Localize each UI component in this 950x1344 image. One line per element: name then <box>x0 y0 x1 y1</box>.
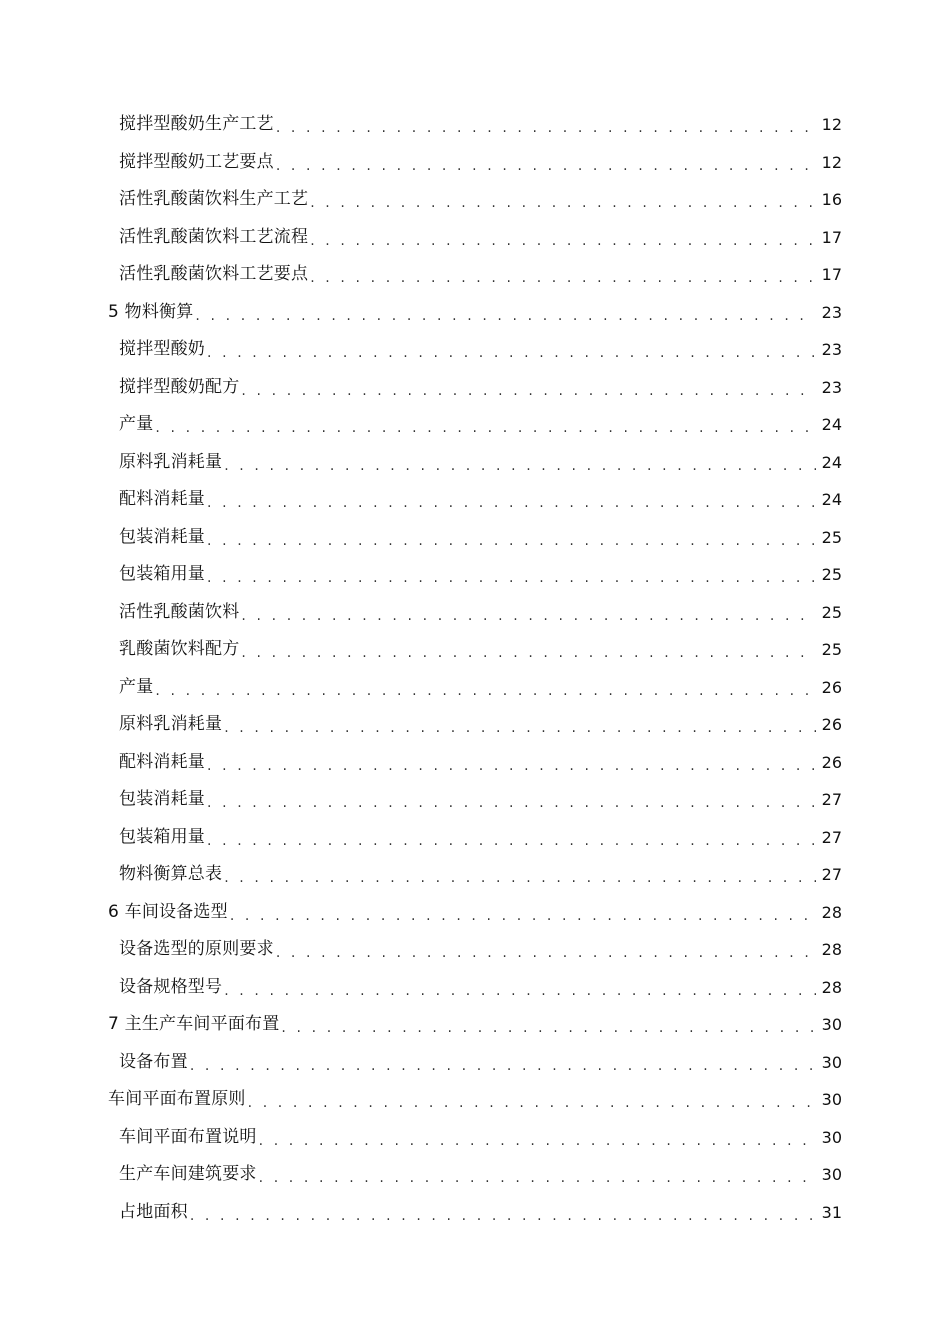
toc-entry-title: 包装箱用量 <box>119 564 205 584</box>
toc-entry-page-number: 30 <box>821 1052 842 1072</box>
toc-dot-leader <box>195 298 816 336</box>
toc-entry-page-number: 28 <box>821 902 842 922</box>
toc-entry-page-number: 28 <box>821 940 842 959</box>
toc-entry-page-number: 25 <box>821 640 842 659</box>
toc-entry[interactable] <box>108 519 842 557</box>
toc-entry-title: 乳酸菌饮料配方 <box>119 639 240 659</box>
toc-dot-leader <box>207 335 816 373</box>
toc-entry-title: 物料衡算总表 <box>119 864 223 884</box>
toc-entry-title: 原料乳消耗量 <box>119 451 223 472</box>
toc-entry-title: 占地面积 <box>119 1201 188 1222</box>
toc-entry-title: 搅拌型酸奶生产工艺 <box>119 114 274 134</box>
toc-entry[interactable] <box>108 744 842 782</box>
toc-entry-page-number: 23 <box>821 302 842 322</box>
toc-entry[interactable] <box>108 631 842 669</box>
toc-entry[interactable] <box>108 106 842 144</box>
toc-entry[interactable] <box>108 1006 842 1044</box>
toc-entry-page-number: 25 <box>821 565 842 584</box>
toc-entry-page-number: 26 <box>821 715 842 734</box>
toc-dot-leader <box>248 1085 816 1123</box>
toc-entry-page-number: 24 <box>821 415 842 434</box>
toc-entry-page-number: 26 <box>821 677 842 697</box>
toc-entry[interactable] <box>108 706 842 744</box>
toc-entry-title: 搅拌型酸奶 <box>119 339 205 359</box>
toc-dot-leader <box>281 1010 816 1048</box>
toc-entry-page-number: 12 <box>821 152 842 172</box>
toc-entry[interactable] <box>108 181 842 219</box>
toc-entry[interactable] <box>108 444 842 482</box>
toc-dot-leader <box>276 148 816 186</box>
toc-entry-page-number: 25 <box>821 527 842 547</box>
toc-dot-leader <box>241 598 816 636</box>
toc-entry-title: 设备选型的原则要求 <box>119 939 274 959</box>
toc-entry-title: 活性乳酸菌饮料工艺要点 <box>119 264 309 284</box>
toc-entry-title: 活性乳酸菌饮料 <box>119 601 240 622</box>
toc-entry[interactable] <box>108 369 842 407</box>
toc-entry-page-number: 27 <box>821 790 842 809</box>
toc-dot-leader <box>190 1048 816 1086</box>
toc-entry-title: 搅拌型酸奶工艺要点 <box>119 151 274 172</box>
toc-entry[interactable] <box>108 1119 842 1157</box>
toc-dot-leader <box>207 523 816 561</box>
toc-entry-title: 活性乳酸菌饮料生产工艺 <box>119 189 309 209</box>
toc-entry-title: 产量 <box>119 414 154 434</box>
toc-entry[interactable] <box>108 144 842 182</box>
toc-dot-leader <box>241 373 816 411</box>
toc-entry[interactable] <box>108 1081 842 1119</box>
toc-entry-page-number: 26 <box>821 752 842 772</box>
toc-dot-leader <box>310 185 816 223</box>
toc-entry-page-number: 27 <box>821 865 842 884</box>
toc-entry-title: 车间平面布置说明 <box>119 1126 257 1147</box>
toc-entry[interactable] <box>108 969 842 1007</box>
toc-entry-page-number: 30 <box>821 1127 842 1147</box>
toc-entry-page-number: 30 <box>821 1090 842 1109</box>
toc-entry-page-number: 30 <box>821 1015 842 1034</box>
toc-entry[interactable] <box>108 219 842 257</box>
toc-entry-page-number: 24 <box>821 490 842 509</box>
toc-entry[interactable] <box>108 931 842 969</box>
toc-entry-title: 活性乳酸菌饮料工艺流程 <box>119 226 309 247</box>
toc-dot-leader <box>207 485 816 523</box>
toc-entry-page-number: 17 <box>821 227 842 247</box>
toc-dot-leader <box>207 823 816 861</box>
toc-dot-leader <box>310 223 816 261</box>
toc-dot-leader <box>224 710 816 748</box>
toc-entry[interactable] <box>108 256 842 294</box>
toc-dot-leader <box>241 635 816 673</box>
toc-entry-title: 产量 <box>119 676 154 697</box>
toc-entry-title: 包装消耗量 <box>119 789 205 809</box>
toc-entry-title: 6 车间设备选型 <box>108 901 228 922</box>
toc-dot-leader <box>276 935 816 973</box>
toc-entry[interactable] <box>108 1156 842 1194</box>
table-of-contents <box>108 106 842 1231</box>
toc-dot-leader <box>224 448 816 486</box>
toc-entry[interactable] <box>108 781 842 819</box>
toc-entry-title: 生产车间建筑要求 <box>119 1164 257 1184</box>
toc-dot-leader <box>207 748 816 786</box>
toc-entry-page-number: 23 <box>821 377 842 397</box>
toc-dot-leader <box>310 260 816 298</box>
toc-entry-page-number: 27 <box>821 827 842 847</box>
toc-entry-title: 设备布置 <box>119 1051 188 1072</box>
toc-entry-title: 设备规格型号 <box>119 976 223 997</box>
toc-entry[interactable] <box>108 1194 842 1232</box>
toc-entry[interactable] <box>108 894 842 932</box>
toc-entry[interactable] <box>108 331 842 369</box>
toc-entry-page-number: 28 <box>821 977 842 997</box>
toc-entry[interactable] <box>108 481 842 519</box>
toc-entry-title: 7 主生产车间平面布置 <box>108 1014 280 1034</box>
toc-entry-page-number: 24 <box>821 452 842 472</box>
toc-dot-leader <box>155 673 816 711</box>
toc-dot-leader <box>207 785 816 823</box>
toc-entry-title: 配料消耗量 <box>119 489 205 509</box>
toc-entry[interactable] <box>108 294 842 332</box>
toc-entry[interactable] <box>108 856 842 894</box>
toc-entry-page-number: 25 <box>821 602 842 622</box>
toc-dot-leader <box>207 560 816 598</box>
toc-entry[interactable] <box>108 819 842 857</box>
toc-dot-leader <box>190 1198 816 1236</box>
toc-entry-page-number: 12 <box>821 115 842 134</box>
toc-entry-page-number: 31 <box>821 1202 842 1222</box>
toc-dot-leader <box>276 110 816 148</box>
toc-dot-leader <box>259 1123 816 1161</box>
toc-entry-page-number: 30 <box>821 1165 842 1184</box>
toc-entry[interactable] <box>108 406 842 444</box>
toc-entry-title: 5 物料衡算 <box>108 301 194 322</box>
toc-entry-page-number: 23 <box>821 340 842 359</box>
toc-dot-leader <box>224 860 816 898</box>
toc-entry-title: 搅拌型酸奶配方 <box>119 376 240 397</box>
toc-dot-leader <box>155 410 816 448</box>
toc-entry-page-number: 17 <box>821 265 842 284</box>
toc-entry[interactable] <box>108 1044 842 1082</box>
toc-entry[interactable] <box>108 594 842 632</box>
toc-entry-title: 包装消耗量 <box>119 526 205 547</box>
toc-dot-leader <box>259 1160 816 1198</box>
toc-entry-title: 包装箱用量 <box>119 826 205 847</box>
toc-entry-title: 原料乳消耗量 <box>119 714 223 734</box>
toc-entry-page-number: 16 <box>821 190 842 209</box>
toc-entry-title: 车间平面布置原则 <box>108 1089 246 1109</box>
toc-entry-title: 配料消耗量 <box>119 751 205 772</box>
toc-dot-leader <box>224 973 816 1011</box>
toc-entry[interactable] <box>108 669 842 707</box>
toc-dot-leader <box>230 898 816 936</box>
toc-entry[interactable] <box>108 556 842 594</box>
